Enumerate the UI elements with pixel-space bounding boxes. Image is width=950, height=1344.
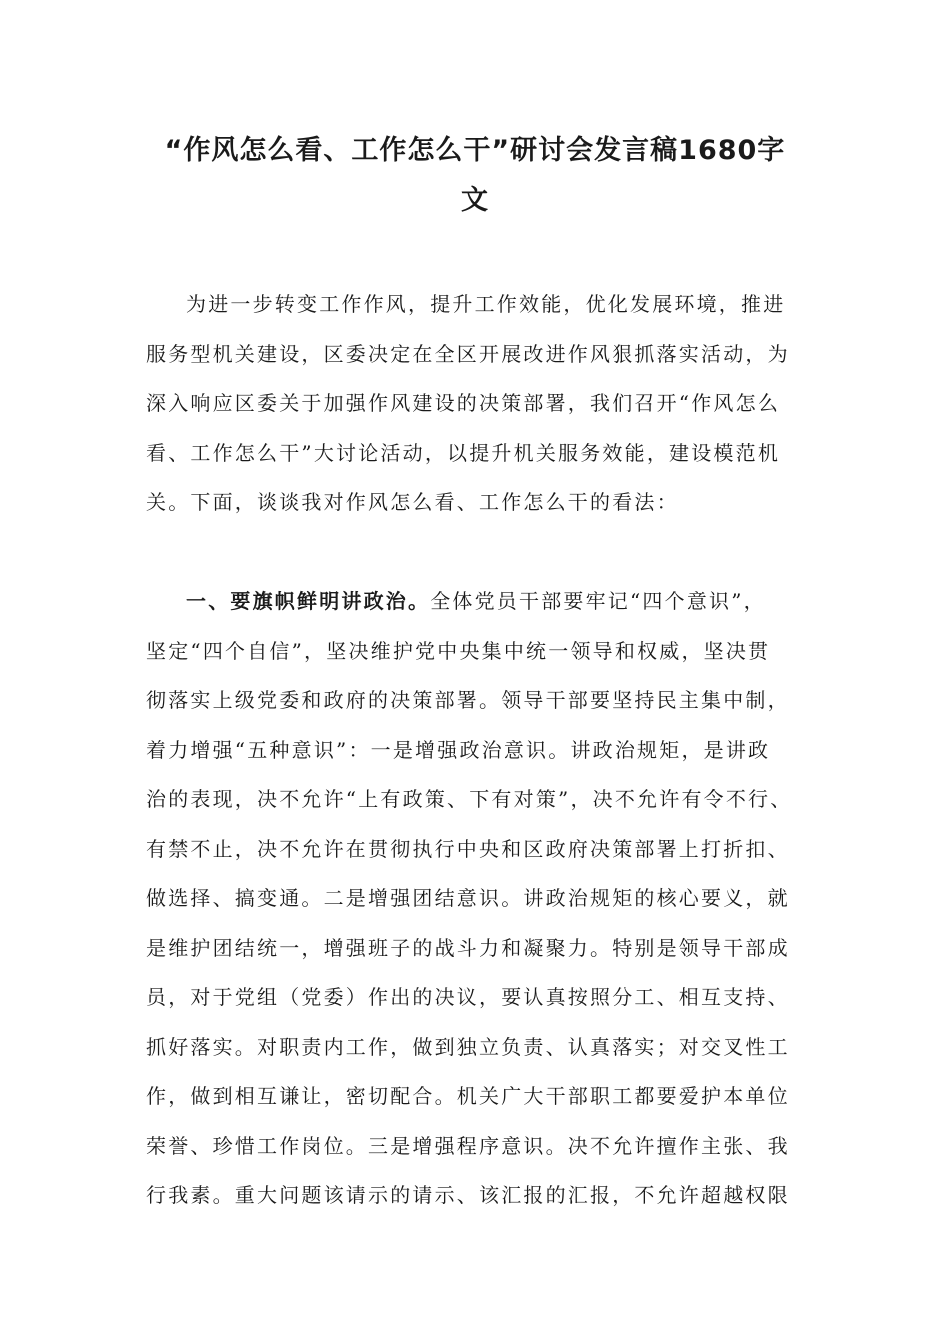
title-line-2: 文 [461, 185, 489, 216]
title-line-1: “作风怎么看、工作怎么干”研讨会发言稿1680字 [164, 135, 786, 166]
intro-line: 关。下面，谈谈我对作风怎么看、工作怎么干的看法： [146, 490, 679, 514]
section-1-line: 治的表现，决不允许“上有政策、下有对策”，决不允许有令不行、 [146, 787, 793, 811]
section-1-line: 员，对于党组（党委）作出的决议，要认真按照分工、相互支持、 [146, 985, 790, 1009]
intro-paragraph [146, 280, 816, 528]
section-1-line: 作，做到相互谦让，密切配合。机关广大干部职工都要爱护本单位 [146, 1084, 790, 1108]
document-body [146, 280, 816, 1221]
intro-line: 深入响应区委关于加强作风建设的决策部署，我们召开“作风怎么 [146, 391, 781, 415]
section-1-heading: 一、要旗帜鲜明讲政治。 [186, 589, 431, 613]
section-1-line: 荣誉、珍惜工作岗位。三是增强程序意识。决不允许擅作主张、我 [146, 1133, 790, 1158]
intro-line: 看、工作怎么干”大讨论活动，以提升机关服务效能，建设模范机 [146, 440, 781, 465]
paragraph-gap [146, 528, 816, 578]
intro-line: 服务型机关建设，区委决定在全区开展改进作风狠抓落实活动，为 [146, 341, 790, 366]
section-1-line: 有禁不止，决不允许在贯彻执行中央和区政府决策部署上打折扣、 [146, 836, 790, 861]
intro-line: 为进一步转变工作作风，提升工作效能，优化发展环境，推进 [186, 292, 786, 316]
section-1-line: 做选择、搞变通。二是增强团结意识。讲政治规矩的核心要义，就 [146, 886, 790, 910]
document-title [120, 126, 830, 226]
section-1-first-line-text: 全体党员干部要牢记“四个意识”， [430, 589, 766, 613]
section-1-line: 彻落实上级党委和政府的决策部署。领导干部要坚持民主集中制， [146, 688, 790, 712]
section-1-line: 着力增强“五种意识”：一是增强政治意识。讲政治规矩，是讲政 [146, 737, 771, 762]
section-1-first-line [146, 577, 816, 627]
section-1-line: 抓好落实。对职责内工作，做到独立负责、认真落实；对交叉性工 [146, 1034, 790, 1059]
section-1-line: 坚定“四个自信”，坚决维护党中央集中统一领导和权威，坚决贯 [146, 638, 771, 663]
section-1-line: 行我素。重大问题该请示的请示、该汇报的汇报，不允许超越权限 [146, 1183, 790, 1207]
section-1-paragraph [146, 577, 816, 1221]
section-1-line: 是维护团结统一，增强班子的战斗力和凝聚力。特别是领导干部成 [146, 935, 790, 960]
